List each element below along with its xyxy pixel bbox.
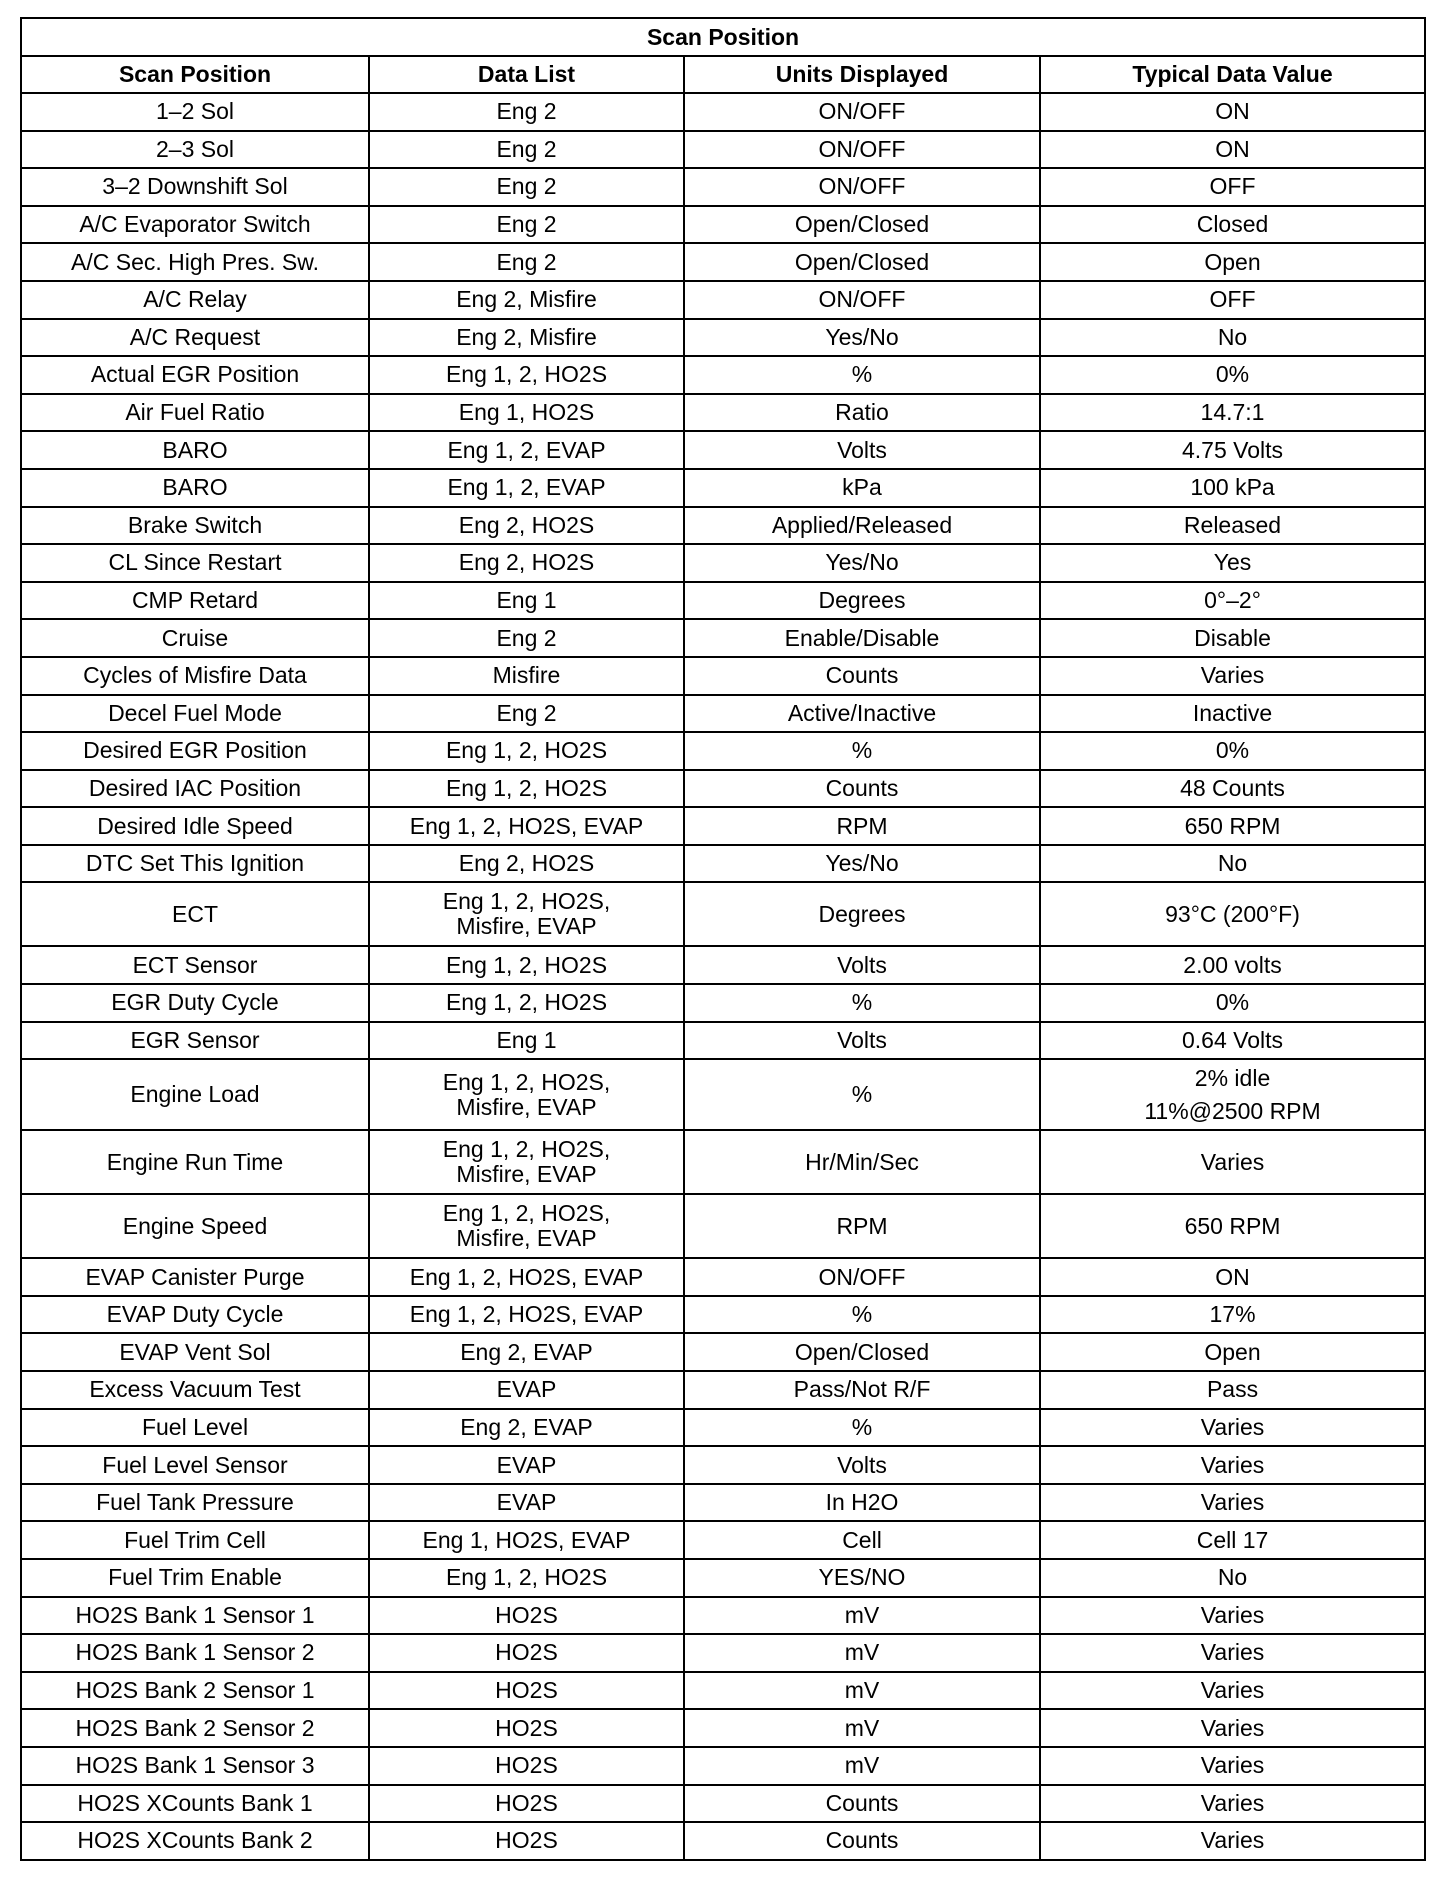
cell-data-list: HO2S — [369, 1785, 684, 1823]
cell-scan-position: HO2S XCounts Bank 1 — [21, 1785, 369, 1823]
cell-units-displayed: % — [684, 356, 1040, 394]
cell-scan-position: 3–2 Downshift Sol — [21, 168, 369, 206]
cell-typical-data-value: 0°–2° — [1040, 582, 1425, 620]
cell-data-list-line: Misfire, EVAP — [456, 913, 597, 940]
cell-scan-position: Fuel Trim Enable — [21, 1559, 369, 1597]
cell-units-displayed: Yes/No — [684, 544, 1040, 582]
table-row — [21, 770, 1425, 808]
table-row — [21, 281, 1425, 319]
cell-data-list: Eng 1, 2, EVAP — [369, 469, 684, 507]
cell-scan-position: HO2S Bank 1 Sensor 3 — [21, 1747, 369, 1785]
table-row — [21, 619, 1425, 657]
cell-scan-position: A/C Relay — [21, 281, 369, 319]
cell-scan-position: EVAP Vent Sol — [21, 1333, 369, 1371]
cell-scan-position: Fuel Level — [21, 1409, 369, 1447]
table-row — [21, 1747, 1425, 1785]
cell-data-list: Eng 1, HO2S — [369, 394, 684, 432]
cell-data-list — [369, 1059, 684, 1130]
cell-scan-position: Engine Speed — [21, 1194, 369, 1258]
cell-typical-data-value: 100 kPa — [1040, 469, 1425, 507]
cell-data-list: Eng 1, 2, HO2S — [369, 732, 684, 770]
table-row — [21, 695, 1425, 733]
cell-typical-data-value: No — [1040, 1559, 1425, 1597]
cell-data-list: Eng 1, 2, HO2S, EVAP — [369, 807, 684, 845]
cell-scan-position: 1–2 Sol — [21, 93, 369, 131]
cell-data-list: Eng 1, 2, HO2S — [369, 770, 684, 808]
cell-units-displayed: YES/NO — [684, 1559, 1040, 1597]
cell-scan-position: Cruise — [21, 619, 369, 657]
cell-data-list — [369, 882, 684, 946]
cell-typical-data-value: Disable — [1040, 619, 1425, 657]
cell-units-displayed: Volts — [684, 1022, 1040, 1060]
table-title-row — [21, 18, 1425, 56]
cell-typical-data-value: No — [1040, 845, 1425, 883]
cell-scan-position: Engine Load — [21, 1059, 369, 1130]
cell-data-list: EVAP — [369, 1371, 684, 1409]
cell-units-displayed: Counts — [684, 770, 1040, 808]
cell-data-list: EVAP — [369, 1484, 684, 1522]
cell-scan-position: HO2S Bank 1 Sensor 1 — [21, 1597, 369, 1635]
cell-units-displayed: Degrees — [684, 882, 1040, 946]
cell-scan-position: CL Since Restart — [21, 544, 369, 582]
cell-typical-data-value: Varies — [1040, 657, 1425, 695]
cell-typical-data-value: Yes — [1040, 544, 1425, 582]
cell-typical-data-value: Inactive — [1040, 695, 1425, 733]
cell-scan-position: A/C Evaporator Switch — [21, 206, 369, 244]
cell-data-list: EVAP — [369, 1446, 684, 1484]
cell-units-displayed: Volts — [684, 946, 1040, 984]
cell-typical-data-value: Varies — [1040, 1822, 1425, 1860]
table-row — [21, 582, 1425, 620]
cell-typical-data-value: Varies — [1040, 1409, 1425, 1447]
cell-units-displayed: Volts — [684, 431, 1040, 469]
cell-typical-data-value: 4.75 Volts — [1040, 431, 1425, 469]
table-row — [21, 1022, 1425, 1060]
cell-data-list: Eng 1, 2, HO2S — [369, 984, 684, 1022]
table-row — [21, 507, 1425, 545]
cell-units-displayed: Yes/No — [684, 319, 1040, 357]
cell-typical-data-value: No — [1040, 319, 1425, 357]
cell-data-list: Eng 2, HO2S — [369, 544, 684, 582]
cell-units-displayed: Open/Closed — [684, 243, 1040, 281]
cell-typical-data-value: 0.64 Volts — [1040, 1022, 1425, 1060]
cell-data-list: Eng 2 — [369, 243, 684, 281]
table-row — [21, 1484, 1425, 1522]
cell-data-list: HO2S — [369, 1822, 684, 1860]
cell-units-displayed: ON/OFF — [684, 93, 1040, 131]
table-row — [21, 206, 1425, 244]
cell-typical-data-value: 93°C (200°F) — [1040, 882, 1425, 946]
column-header-typical-data-value: Typical Data Value — [1040, 56, 1425, 93]
table-row — [21, 1521, 1425, 1559]
table-row — [21, 807, 1425, 845]
cell-data-list: Eng 2, Misfire — [369, 319, 684, 357]
cell-data-list: Eng 1, 2, EVAP — [369, 431, 684, 469]
cell-units-displayed: Yes/No — [684, 845, 1040, 883]
cell-scan-position: HO2S Bank 2 Sensor 1 — [21, 1672, 369, 1710]
cell-data-list-line: Eng 1, 2, HO2S, — [442, 1200, 611, 1227]
cell-scan-position: HO2S Bank 1 Sensor 2 — [21, 1634, 369, 1672]
scan-position-table — [20, 17, 1426, 1861]
cell-typical-data-value — [1040, 1059, 1425, 1130]
cell-data-list: HO2S — [369, 1672, 684, 1710]
cell-scan-position: 2–3 Sol — [21, 131, 369, 169]
table-row — [21, 845, 1425, 883]
cell-data-list-line: Misfire, EVAP — [456, 1093, 597, 1120]
cell-typical-data-value: Open — [1040, 243, 1425, 281]
cell-data-list-line: Eng 1, 2, HO2S, — [442, 888, 611, 915]
table-row — [21, 882, 1425, 946]
cell-scan-position: Desired Idle Speed — [21, 807, 369, 845]
table-row — [21, 1446, 1425, 1484]
cell-units-displayed: Open/Closed — [684, 1333, 1040, 1371]
table-row — [21, 1672, 1425, 1710]
cell-units-displayed: Pass/Not R/F — [684, 1371, 1040, 1409]
table-row — [21, 1258, 1425, 1296]
cell-data-list: Eng 1 — [369, 1022, 684, 1060]
cell-typical-data-value: Varies — [1040, 1747, 1425, 1785]
cell-units-displayed: mV — [684, 1672, 1040, 1710]
table-row — [21, 319, 1425, 357]
cell-units-displayed: Counts — [684, 1785, 1040, 1823]
cell-scan-position: Fuel Trim Cell — [21, 1521, 369, 1559]
cell-data-list: Eng 2 — [369, 93, 684, 131]
cell-typical-data-value: Varies — [1040, 1709, 1425, 1747]
cell-typical-data-value: 0% — [1040, 984, 1425, 1022]
table-row — [21, 1371, 1425, 1409]
cell-units-displayed: Volts — [684, 1446, 1040, 1484]
cell-typical-data-value: OFF — [1040, 168, 1425, 206]
cell-typical-data-value: ON — [1040, 131, 1425, 169]
table-row — [21, 431, 1425, 469]
table-row — [21, 1559, 1425, 1597]
cell-data-list: Eng 1, 2, HO2S — [369, 356, 684, 394]
cell-units-displayed: mV — [684, 1709, 1040, 1747]
cell-units-displayed: ON/OFF — [684, 1258, 1040, 1296]
cell-units-displayed: ON/OFF — [684, 131, 1040, 169]
cell-units-displayed: Hr/Min/Sec — [684, 1130, 1040, 1194]
cell-data-list: Eng 2, EVAP — [369, 1409, 684, 1447]
table-row — [21, 1709, 1425, 1747]
cell-units-displayed: Enable/Disable — [684, 619, 1040, 657]
column-header-data-list: Data List — [369, 56, 684, 93]
table-row — [21, 243, 1425, 281]
cell-units-displayed: RPM — [684, 1194, 1040, 1258]
column-header-scan-position: Scan Position — [21, 56, 369, 93]
table-title: Scan Position — [21, 18, 1425, 56]
cell-typical-line: 11%@2500 RPM — [1144, 1097, 1321, 1124]
cell-typical-line: 2% idle — [1194, 1064, 1271, 1091]
cell-units-displayed: % — [684, 732, 1040, 770]
table-header-row — [21, 56, 1425, 93]
cell-units-displayed: Ratio — [684, 394, 1040, 432]
cell-typical-data-value: 650 RPM — [1040, 1194, 1425, 1258]
cell-scan-position: BARO — [21, 431, 369, 469]
cell-units-displayed: Active/Inactive — [684, 695, 1040, 733]
table-row — [21, 984, 1425, 1022]
cell-data-list: Eng 1 — [369, 582, 684, 620]
cell-scan-position: HO2S Bank 2 Sensor 2 — [21, 1709, 369, 1747]
cell-units-displayed: RPM — [684, 807, 1040, 845]
table-row — [21, 1296, 1425, 1334]
cell-data-list: Eng 2 — [369, 695, 684, 733]
cell-data-list: Eng 2 — [369, 131, 684, 169]
cell-typical-data-value: 650 RPM — [1040, 807, 1425, 845]
cell-data-list: HO2S — [369, 1709, 684, 1747]
cell-typical-data-value: ON — [1040, 1258, 1425, 1296]
cell-units-displayed: In H2O — [684, 1484, 1040, 1522]
cell-units-displayed: % — [684, 1059, 1040, 1130]
cell-data-list: HO2S — [369, 1597, 684, 1635]
cell-data-list: Eng 1, 2, HO2S — [369, 1559, 684, 1597]
cell-scan-position: Cycles of Misfire Data — [21, 657, 369, 695]
cell-scan-position: A/C Sec. High Pres. Sw. — [21, 243, 369, 281]
cell-units-displayed: % — [684, 984, 1040, 1022]
cell-scan-position: Fuel Tank Pressure — [21, 1484, 369, 1522]
table-row — [21, 168, 1425, 206]
table-row — [21, 93, 1425, 131]
cell-scan-position: ECT — [21, 882, 369, 946]
table-row — [21, 1130, 1425, 1194]
cell-data-list: HO2S — [369, 1634, 684, 1672]
cell-data-list: Eng 1, 2, HO2S, EVAP — [369, 1258, 684, 1296]
cell-scan-position: DTC Set This Ignition — [21, 845, 369, 883]
cell-scan-position: EVAP Canister Purge — [21, 1258, 369, 1296]
cell-typical-data-value: OFF — [1040, 281, 1425, 319]
cell-scan-position: Engine Run Time — [21, 1130, 369, 1194]
cell-data-list: Eng 2 — [369, 168, 684, 206]
cell-scan-position: CMP Retard — [21, 582, 369, 620]
cell-units-displayed: Degrees — [684, 582, 1040, 620]
cell-scan-position: Desired IAC Position — [21, 770, 369, 808]
table-row — [21, 732, 1425, 770]
cell-units-displayed: Counts — [684, 657, 1040, 695]
cell-typical-data-value: Released — [1040, 507, 1425, 545]
cell-data-list: Eng 2, Misfire — [369, 281, 684, 319]
cell-typical-data-value: Varies — [1040, 1785, 1425, 1823]
table-row — [21, 1059, 1425, 1130]
cell-scan-position: EGR Duty Cycle — [21, 984, 369, 1022]
cell-scan-position: Fuel Level Sensor — [21, 1446, 369, 1484]
cell-data-list: Eng 2, EVAP — [369, 1333, 684, 1371]
cell-data-list — [369, 1130, 684, 1194]
cell-typical-data-value: Pass — [1040, 1371, 1425, 1409]
cell-typical-data-value: Varies — [1040, 1672, 1425, 1710]
cell-scan-position: ECT Sensor — [21, 946, 369, 984]
cell-data-list: Eng 2, HO2S — [369, 845, 684, 883]
table-row — [21, 1822, 1425, 1860]
cell-typical-data-value: 2.00 volts — [1040, 946, 1425, 984]
cell-units-displayed: Applied/Released — [684, 507, 1040, 545]
cell-data-list-line: Eng 1, 2, HO2S, — [442, 1068, 611, 1095]
cell-units-displayed: Open/Closed — [684, 206, 1040, 244]
cell-scan-position: EGR Sensor — [21, 1022, 369, 1060]
cell-units-displayed: Cell — [684, 1521, 1040, 1559]
cell-typical-data-value: 0% — [1040, 732, 1425, 770]
cell-typical-data-value: Varies — [1040, 1634, 1425, 1672]
table-row — [21, 657, 1425, 695]
table-body — [21, 93, 1425, 1860]
cell-data-list: HO2S — [369, 1747, 684, 1785]
cell-scan-position: A/C Request — [21, 319, 369, 357]
cell-scan-position: Actual EGR Position — [21, 356, 369, 394]
table-row — [21, 1194, 1425, 1258]
cell-data-list-line: Misfire, EVAP — [456, 1225, 597, 1252]
cell-units-displayed: Counts — [684, 1822, 1040, 1860]
cell-typical-data-value: Varies — [1040, 1597, 1425, 1635]
table-row — [21, 1333, 1425, 1371]
table-row — [21, 394, 1425, 432]
table-row — [21, 946, 1425, 984]
cell-scan-position: Decel Fuel Mode — [21, 695, 369, 733]
cell-data-list-line: Eng 1, 2, HO2S, — [442, 1136, 611, 1163]
cell-typical-data-value: Cell 17 — [1040, 1521, 1425, 1559]
table-row — [21, 469, 1425, 507]
cell-scan-position: EVAP Duty Cycle — [21, 1296, 369, 1334]
cell-scan-position: Air Fuel Ratio — [21, 394, 369, 432]
table-row — [21, 1785, 1425, 1823]
cell-typical-data-value: Closed — [1040, 206, 1425, 244]
cell-data-list: Misfire — [369, 657, 684, 695]
cell-data-list: Eng 2, HO2S — [369, 507, 684, 545]
cell-data-list: Eng 1, 2, HO2S — [369, 946, 684, 984]
cell-typical-data-value: 14.7:1 — [1040, 394, 1425, 432]
table-row — [21, 356, 1425, 394]
cell-units-displayed: mV — [684, 1634, 1040, 1672]
cell-typical-data-value: ON — [1040, 93, 1425, 131]
cell-typical-data-value: Open — [1040, 1333, 1425, 1371]
cell-data-list: Eng 1, HO2S, EVAP — [369, 1521, 684, 1559]
cell-scan-position: Excess Vacuum Test — [21, 1371, 369, 1409]
cell-typical-data-value: Varies — [1040, 1484, 1425, 1522]
column-header-units-displayed: Units Displayed — [684, 56, 1040, 93]
scan-position-document — [20, 17, 1424, 1861]
table-row — [21, 544, 1425, 582]
table-row — [21, 1634, 1425, 1672]
cell-typical-data-value: Varies — [1040, 1130, 1425, 1194]
cell-units-displayed: mV — [684, 1597, 1040, 1635]
cell-data-list: Eng 1, 2, HO2S, EVAP — [369, 1296, 684, 1334]
cell-units-displayed: % — [684, 1296, 1040, 1334]
table-row — [21, 131, 1425, 169]
table-row — [21, 1409, 1425, 1447]
cell-data-list: Eng 2 — [369, 619, 684, 657]
cell-typical-data-value: 0% — [1040, 356, 1425, 394]
cell-scan-position: Brake Switch — [21, 507, 369, 545]
cell-scan-position: HO2S XCounts Bank 2 — [21, 1822, 369, 1860]
cell-units-displayed: % — [684, 1409, 1040, 1447]
cell-typical-data-value: 48 Counts — [1040, 770, 1425, 808]
cell-scan-position: BARO — [21, 469, 369, 507]
cell-data-list — [369, 1194, 684, 1258]
cell-units-displayed: ON/OFF — [684, 281, 1040, 319]
cell-units-displayed: ON/OFF — [684, 168, 1040, 206]
cell-units-displayed: mV — [684, 1747, 1040, 1785]
cell-data-list: Eng 2 — [369, 206, 684, 244]
cell-units-displayed: kPa — [684, 469, 1040, 507]
table-row — [21, 1597, 1425, 1635]
cell-scan-position: Desired EGR Position — [21, 732, 369, 770]
cell-data-list-line: Misfire, EVAP — [456, 1161, 597, 1188]
cell-typical-data-value: 17% — [1040, 1296, 1425, 1334]
cell-typical-data-value: Varies — [1040, 1446, 1425, 1484]
